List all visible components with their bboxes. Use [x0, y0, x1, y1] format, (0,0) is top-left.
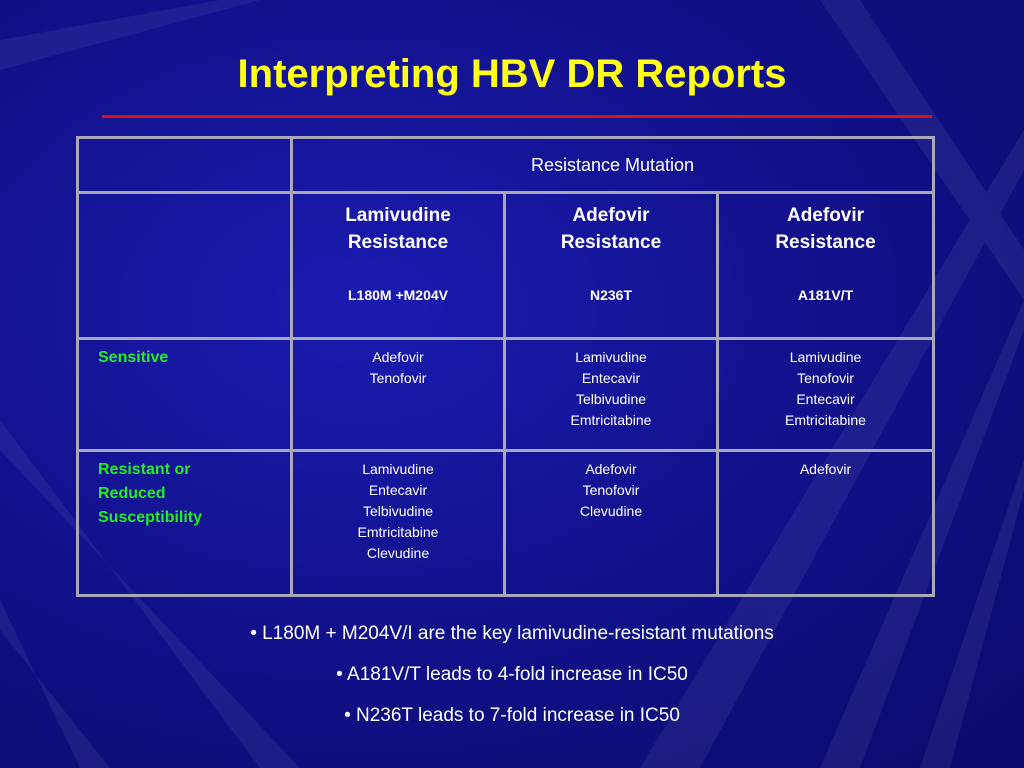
resistant-row — [78, 451, 934, 596]
mutation-label: L180M +M204V — [348, 287, 448, 303]
blank-label-cell — [78, 193, 292, 339]
column-heading-line: Resistance — [347, 232, 449, 253]
drug-name: Adefovir — [372, 349, 424, 365]
drug-name: Clevudine — [366, 545, 430, 561]
row-label-line: Resistant or — [98, 461, 191, 478]
drug-name: Entecavir — [368, 482, 428, 498]
drug-name: Lamivudine — [362, 461, 434, 477]
column-heading-line: Adefovir — [786, 205, 865, 226]
resistance-table — [76, 136, 935, 597]
drug-name: Lamivudine — [575, 349, 647, 365]
column-header-adefovir-a181 — [718, 193, 934, 339]
drug-list-cell — [718, 451, 934, 596]
bullet-list — [0, 622, 1024, 745]
row-label-line: Susceptibility — [98, 509, 203, 526]
bullet-item: • L180M + M204V/I are the key lamivudine-resistant mutations — [250, 623, 774, 644]
title-underline — [102, 115, 932, 118]
mutation-label: A181V/T — [797, 287, 854, 303]
drug-name: Tenofovir — [582, 482, 640, 498]
drug-name: Emtricitabine — [357, 524, 439, 540]
sensitive-row — [78, 339, 934, 451]
column-heading-line: Resistance — [775, 232, 876, 253]
drug-name: Tenofovir — [797, 370, 854, 386]
column-header-adefovir-n236t — [505, 193, 718, 339]
slide-title: Interpreting HBV DR Reports — [237, 52, 787, 96]
column-heading-line: Adefovir — [572, 205, 650, 226]
drug-list-cell — [505, 339, 718, 451]
drug-name: Entecavir — [796, 391, 855, 407]
column-heading-line: Lamivudine — [345, 205, 451, 226]
blank-corner-cell — [78, 138, 292, 193]
drug-name: Telbivudine — [362, 503, 434, 519]
column-header-lamivudine — [292, 193, 505, 339]
drug-list-cell — [292, 451, 505, 596]
bullet-item: • A181V/T leads to 4-fold increase in IC50 — [336, 664, 688, 685]
drug-name: Clevudine — [579, 503, 643, 519]
drug-name: Tenofovir — [369, 370, 427, 386]
row-label-sensitive — [78, 339, 292, 451]
drug-name: Telbivudine — [575, 391, 647, 407]
bullet-item: • N236T leads to 7-fold increase in IC50 — [344, 705, 680, 726]
row-label-resistant — [78, 451, 292, 596]
drug-name: Adefovir — [585, 461, 637, 477]
resistance-mutation-header: Resistance Mutation — [530, 154, 695, 175]
drug-list-cell — [292, 339, 505, 451]
drug-name: Entecavir — [581, 370, 641, 386]
row-label-line: Sensitive — [98, 349, 169, 366]
row-label-line: Reduced — [98, 485, 166, 502]
column-header-row — [78, 193, 934, 339]
group-header-row — [78, 138, 934, 193]
drug-list-cell — [718, 339, 934, 451]
drug-name: Adefovir — [799, 461, 852, 477]
mutation-label: N236T — [589, 287, 633, 303]
drug-name: Emtricitabine — [570, 412, 652, 428]
drug-name: Emtricitabine — [785, 412, 866, 428]
drug-list-cell — [505, 451, 718, 596]
drug-name: Lamivudine — [789, 349, 862, 365]
group-header-cell — [292, 138, 934, 193]
column-heading-line: Resistance — [560, 232, 662, 253]
